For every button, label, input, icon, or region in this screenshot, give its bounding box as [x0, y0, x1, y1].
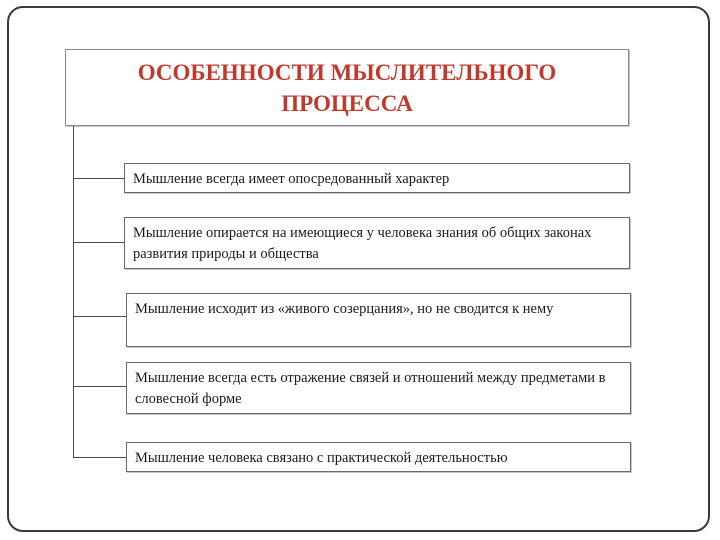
feature-box-4: [126, 362, 631, 414]
connector-branch-1: [73, 178, 124, 179]
feature-text-1: Мышление всегда имеет опосредованный характер: [133, 171, 450, 187]
feature-text-5: Мышление человека связано с практической деятельностью: [135, 450, 508, 466]
title-box: [65, 49, 629, 126]
connector-branch-2: [73, 242, 124, 243]
connector-branch-3: [73, 316, 126, 317]
feature-box-3: [126, 293, 631, 347]
connector-branch-4: [73, 386, 126, 387]
feature-box-2: [124, 217, 630, 269]
feature-box-1: [124, 163, 630, 193]
feature-box-5: [126, 442, 631, 472]
feature-text-4: Мышление всегда есть отражение связей и отношений между предметами в словесной форме: [135, 370, 606, 407]
feature-text-3: Мышление исходит из «живого созерцания», но не сводится к нему: [135, 301, 554, 317]
connector-trunk: [73, 126, 74, 458]
connector-branch-5: [73, 457, 126, 458]
diagram-title: ОСОБЕННОСТИ МЫСЛИТЕЛЬНОГО ПРОЦЕССА: [137, 59, 557, 116]
feature-text-2: Мышление опирается на имеющиеся у человека знания об общих законах развития природы и общества: [133, 225, 592, 262]
